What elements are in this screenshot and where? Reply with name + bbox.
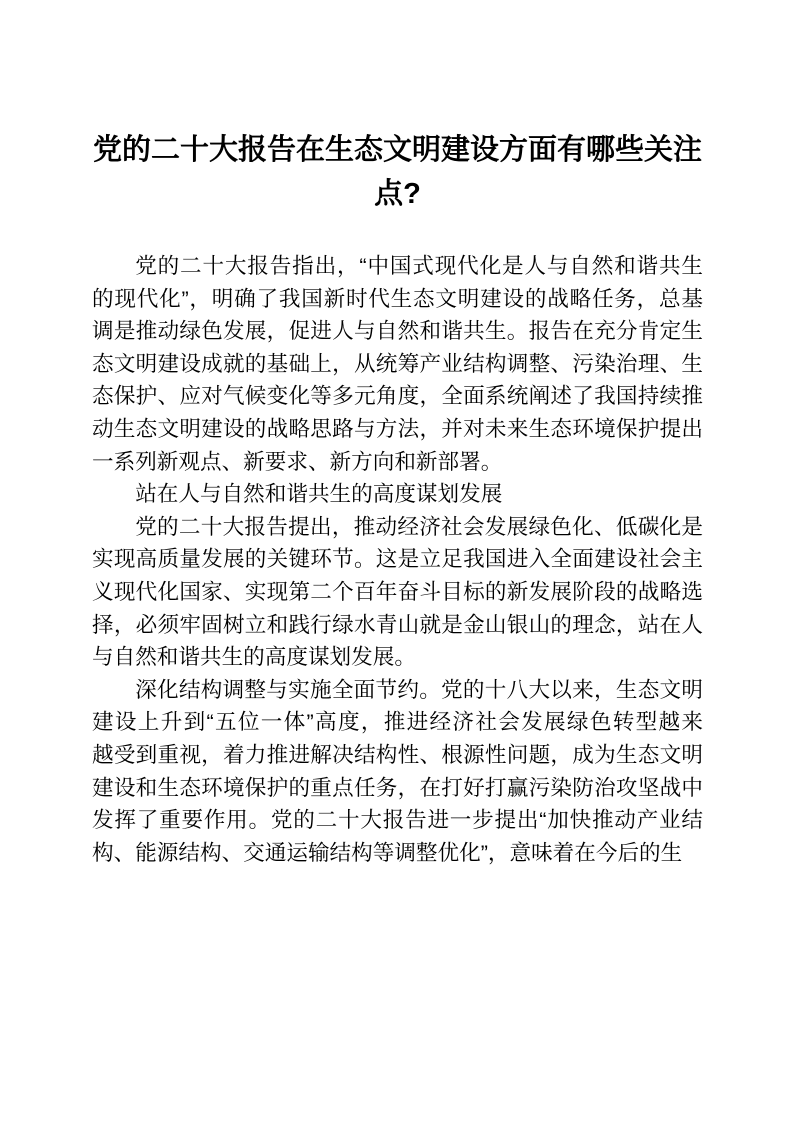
paragraph-structural-adjustment: 深化结构调整与实施全面节约。党的十八大以来，生态文明建设上升到“五位一体”高度，推进经济社会发展绿色转型越来 越受到重视，着力推进解决结构性、根源性问题，成为生态文明建设和生态环境保护的重点任务，在打好打赢污染防治攻坚战中发挥了重要作用。党的二十大报告进一步提出“加快推动产业结构、能源结构、交通运输结构等调整优化”，意味着在今后的生 <box>92 676 725 865</box>
paragraph-green-development: 党的二十大报告提出，推动经济社会发展绿色化、低碳化是实现高质量发展的关键环节。这是立足我国进入全面建设社会主义现代化国家、实现第二个百年奋斗目标的新发展阶段的战略选择，必须牢固树立和践行绿水青山就是金山银山的理念，站在人与自然和谐共生的高度谋划发展。 <box>92 513 703 670</box>
section-heading: 站在人与自然和谐共生的高度谋划发展 <box>135 481 503 507</box>
page-title: 党的二十大报告在生态文明建设方面有哪些关注点? <box>92 134 702 210</box>
paragraph-intro: 党的二十大报告指出，“中国式现代化是人与自然和谐共生的现代化”，明确了我国新时代生态文明建设的战略任务，总基调是推动绿色发展，促进人与自然和谐共生。报告在充分肯定生态文明建设成就的基础上，从统筹产业结构调整、污染治理、生态保护、应对气候变化等多元角度，全面系统阐述了我国持续推动生态文明建设的战略思路与方法，并对未来生态环境保护提出一系列新观点、新要求、新方向和新部署。 <box>92 253 703 474</box>
